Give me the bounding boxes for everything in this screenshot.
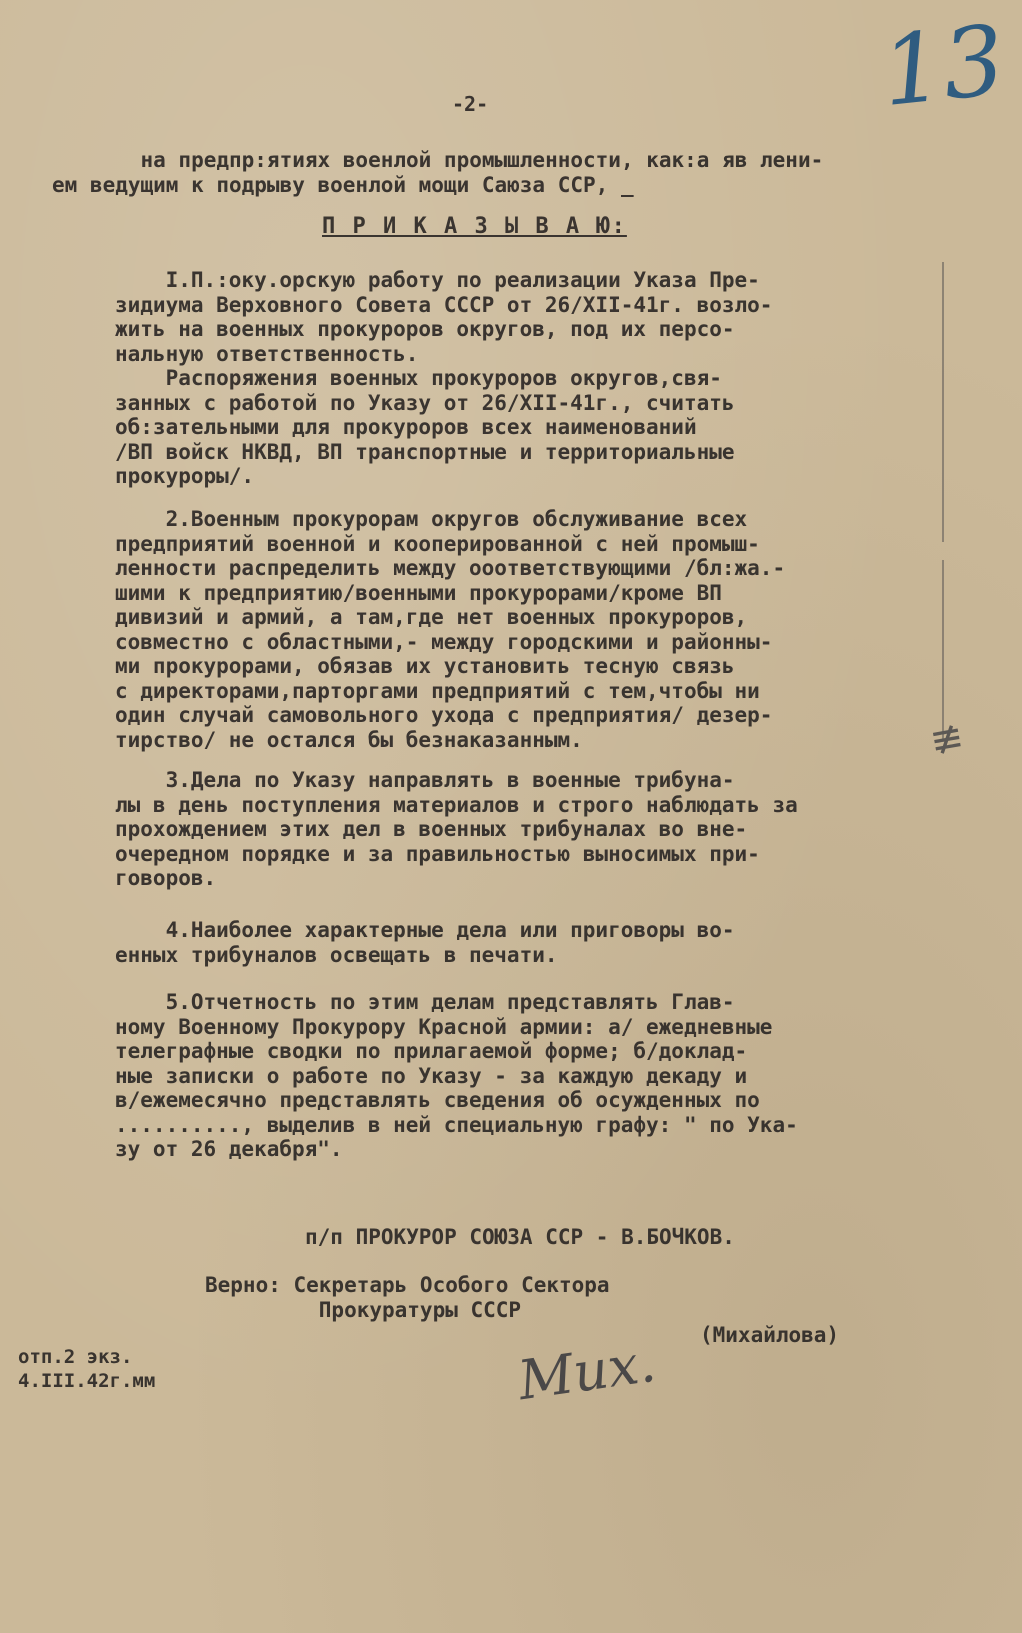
handwritten-initials: Мих. bbox=[514, 1330, 660, 1413]
paragraph-1: I.П.:оку.орскую работу по реализации Указа Пре- зидиума Верховного Совета СССР от 26/XII-41г. возло- жить на военных прокуроров округов, под их персо- нальную ответственность. Распоряжения военных прокуроров округов,свя- занных с работой по Указу от 26/XII-41г., считать об:зательными для прокуроров всех наименований /ВП войск НКВД, ВП транспортные и территориальные прокуроры/. bbox=[115, 268, 773, 488]
certification-line: Верно: Секретарь Особого Сектора Прокуратуры СССР bbox=[205, 1273, 610, 1322]
outgoing-note: отп.2 экз. 4.III.42г.мм bbox=[18, 1346, 156, 1392]
continuation-line: на предпр:ятиях военлой промышленности, как:а яв лени- ем ведущим к подрыву военлой мощи Саюза ССР, _ bbox=[52, 148, 824, 197]
page-number: -2- bbox=[452, 92, 489, 116]
paragraph-4: 4.Наиболее характерные дела или приговоры во- енных трибуналов освещать в печати. bbox=[115, 918, 735, 967]
signature-line: п/п ПРОКУРОР СОЮЗА ССР - В.БОЧКОВ. bbox=[305, 1225, 735, 1249]
paragraph-2: 2.Военным прокурорам округов обслуживание всех предприятий военной и кооперированной с ней промыш- ленности распределить между ооответствующими /бл:жа.- шими к предприятию/военными прокурорами/кроме ВП дивизий и армий, а там,где нет военных прокуроров, совместно с областными,- между городскими и районны- ми прокурорами, обязав их установить тесную связь с директорами,парторгами предприятий с тем,чтобы ни один случай самовольного ухода с предприятия/ дезер- тирство/ не остался бы безнаказанным. bbox=[115, 507, 786, 752]
margin-line-lower bbox=[942, 560, 944, 740]
heading-prikazyvayu: П Р И К А З Ы В А Ю: bbox=[322, 214, 627, 239]
margin-mark-icon: ≢ bbox=[926, 713, 968, 765]
margin-line-upper bbox=[942, 262, 944, 542]
handwritten-page-number: 13 bbox=[876, 3, 1010, 129]
paragraph-5: 5.Отчетность по этим делам представлять Глав- ному Военному Прокурору Красной армии: а/ ежедневные телеграфные сводки по прилагаемой форме; б/доклад- ные записки о работе по Указу - за каждую декаду и в/ежемесячно представлять сведения об осужденных по .........., выделив в ней специальную графу: " по Ука- зу от 26 декабря". bbox=[115, 990, 798, 1161]
paragraph-3: 3.Дела по Указу направлять в военные трибуна- лы в день поступления материалов и строго наблюдать за прохождением этих дел в военных трибуналах во вне- очередном порядке и за правильностью выносимых при- говоров. bbox=[115, 768, 798, 890]
certifier-name: (Михайлова) bbox=[700, 1323, 840, 1347]
